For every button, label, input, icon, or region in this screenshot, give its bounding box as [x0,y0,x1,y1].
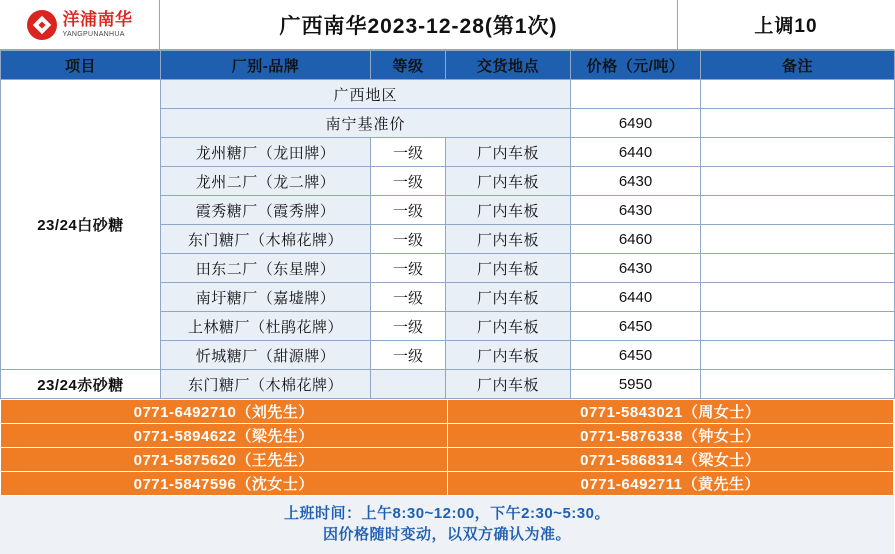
region-price [571,80,701,109]
cell-place: 厂内车板 [446,254,571,283]
page-title: 广西南华2023-12-28(第1次) [160,0,678,49]
cell-grade: 一级 [371,341,446,370]
cell-place: 厂内车板 [446,370,571,399]
cell-note [701,138,895,167]
cell-price: 6430 [571,167,701,196]
company-logo-icon [27,10,57,40]
company-logo [0,0,160,49]
cell-note [701,312,895,341]
cell-price: 6430 [571,196,701,225]
cell-price: 6460 [571,225,701,254]
cell-note [701,283,895,312]
table-header-row [1,51,895,80]
group-label-brown-sugar: 23/24赤砂糖 [1,370,161,399]
cell-grade: 一级 [371,254,446,283]
contact-row [1,424,894,448]
cell-price: 6440 [571,283,701,312]
company-name-cn: 洋浦南华 [62,10,133,29]
company-name-en: YANGPUNANHUA [62,31,125,38]
cell-grade: 一级 [371,167,446,196]
contact-row [1,400,894,424]
cell-brand: 东门糖厂（木棉花牌） [161,370,371,399]
cell-note [701,167,895,196]
column-header-brand: 厂别-品牌 [161,51,371,80]
cell-place: 厂内车板 [446,196,571,225]
price-adjustment-badge: 上调10 [754,16,818,37]
business-hours-note: 上班时间：上午8:30~12:00，下午2:30~5:30。 [284,505,610,522]
cell-note [701,225,895,254]
bulletin-header [0,0,894,50]
cell-place: 厂内车板 [446,283,571,312]
cell-grade: 一级 [371,196,446,225]
cell-note [701,341,895,370]
contact-row [1,472,894,496]
contact-row [1,448,894,472]
cell-grade: 一级 [371,312,446,341]
footer-notes [0,496,894,554]
price-table [0,50,895,399]
cell-brand: 霞秀糖厂（霞秀牌） [161,196,371,225]
base-price-value: 6490 [571,109,701,138]
cell-place: 厂内车板 [446,167,571,196]
contact-phone[interactable]: 0771-5868314（梁女士） [447,448,894,472]
cell-place: 厂内车板 [446,341,571,370]
contact-phone[interactable]: 0771-5847596（沈女士） [1,472,448,496]
column-header-price: 价格（元/吨） [571,51,701,80]
cell-place: 厂内车板 [446,225,571,254]
cell-brand: 上林糖厂（杜鹃花牌） [161,312,371,341]
group-label-white-sugar: 23/24白砂糖 [1,80,161,370]
cell-note [701,196,895,225]
cell-grade: 一级 [371,225,446,254]
contact-phone[interactable]: 0771-5843021（周女士） [447,400,894,424]
region-label: 广西地区 [161,80,571,109]
cell-place: 厂内车板 [446,138,571,167]
contact-list [0,399,894,496]
cell-price: 5950 [571,370,701,399]
cell-place: 厂内车板 [446,312,571,341]
cell-price: 6450 [571,341,701,370]
base-price-label: 南宁基准价 [161,109,571,138]
cell-brand: 田东二厂（东星牌） [161,254,371,283]
contact-phone[interactable]: 0771-6492710（刘先生） [1,400,448,424]
cell-price: 6440 [571,138,701,167]
contact-phone[interactable]: 0771-5875620（王先生） [1,448,448,472]
cell-grade [371,370,446,399]
cell-brand: 龙州二厂（龙二牌） [161,167,371,196]
column-header-item: 项目 [1,51,161,80]
cell-price: 6450 [571,312,701,341]
base-price-note [701,109,895,138]
contact-phone[interactable]: 0771-5876338（钟女士） [447,424,894,448]
cell-grade: 一级 [371,283,446,312]
cell-note [701,254,895,283]
contact-phone[interactable]: 0771-5894622（梁先生） [1,424,448,448]
price-disclaimer-note: 因价格随时变动，以双方确认为准。 [322,526,571,543]
column-header-note: 备注 [701,51,895,80]
cell-brand: 龙州糖厂（龙田牌） [161,138,371,167]
cell-brand: 忻城糖厂（甜源牌） [161,341,371,370]
table-row [1,370,895,399]
cell-price: 6430 [571,254,701,283]
contact-phone[interactable]: 0771-6492711（黄先生） [447,472,894,496]
cell-note [701,370,895,399]
column-header-place: 交货地点 [446,51,571,80]
table-row [1,80,895,109]
region-note [701,80,895,109]
cell-brand: 南圩糖厂（嘉墟牌） [161,283,371,312]
column-header-grade: 等级 [371,51,446,80]
cell-grade: 一级 [371,138,446,167]
cell-brand: 东门糖厂（木棉花牌） [161,225,371,254]
